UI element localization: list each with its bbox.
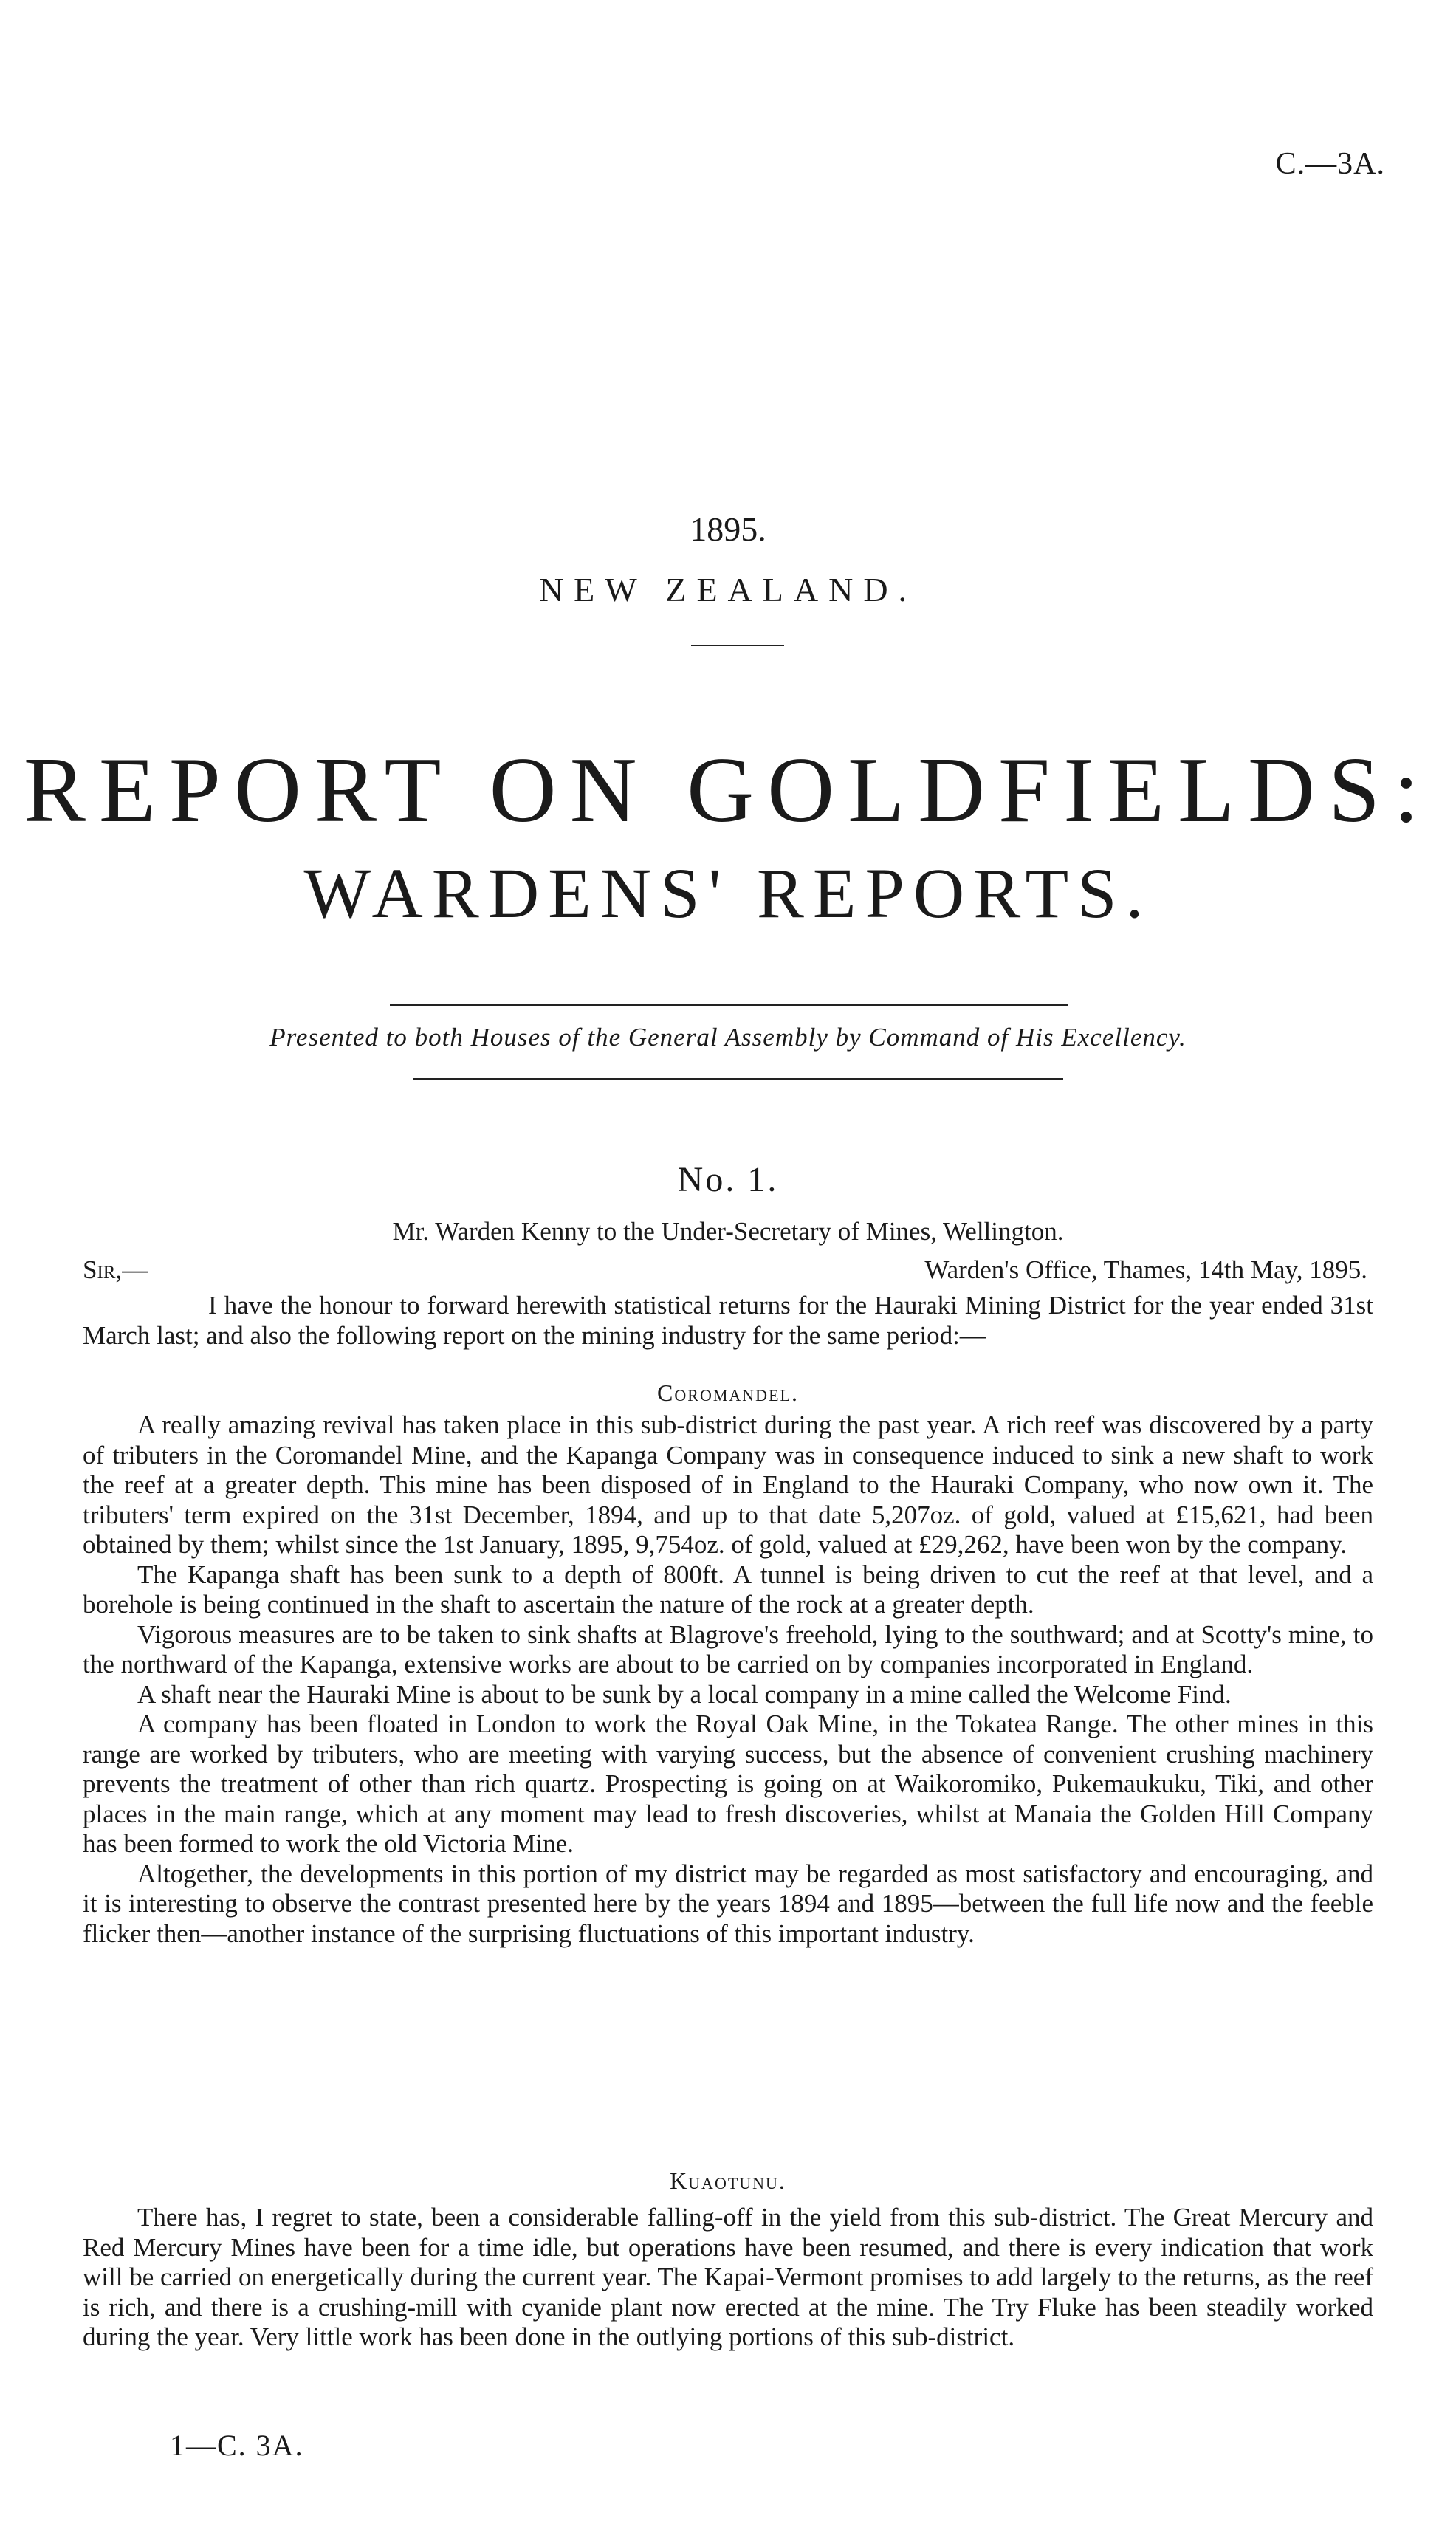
paragraph: Vigorous measures are to be taken to sink shafts at Blagrove's freehold, lying to the southward; and at Scotty's mine, to the northward of the Kapanga, extensive works are about to be carried on by companies incorporated in England. <box>83 1619 1373 1678</box>
report-year: 1895. <box>690 510 766 548</box>
paragraph: Altogether, the developments in this portion of my district may be regarded as most satisfactory and encouraging, and it is interesting to observe the contrast presented here by the years 1894 and 1895—between the full life now and the feeble flicker then—another instance of the surprising fluctuations of this important industry. <box>83 1859 1373 1948</box>
section-coromandel <box>83 1410 1373 1949</box>
section-heading-coromandel: Coromandel. <box>657 1379 799 1406</box>
office-date: Warden's Office, Thames, 14th May, 1895. <box>924 1255 1367 1284</box>
letter-number: No. 1. <box>677 1160 779 1199</box>
intro-paragraph <box>83 1291 1373 1351</box>
divider-rule-bottom <box>413 1078 1063 1080</box>
paragraph: A shaft near the Hauraki Mine is about to be sunk by a local company in a mine called the Welcome Find. <box>137 1679 1232 1709</box>
presented-line: Presented to both Houses of the General Assembly by Command of His Excellency. <box>269 1023 1187 1052</box>
intro-text: I have the honour to forward herewith statistical returns for the Hauraki Mining District for the year ended 31st March last; and also the following report on the mining industry for the same period:— <box>83 1291 1373 1350</box>
salutation: Sir,— <box>83 1255 148 1284</box>
country-heading: NEW ZEALAND. <box>538 571 918 608</box>
paragraph: A company has been floated in London to work the Royal Oak Mine, in the Tokatea Range. The other mines in this range are worked by tributers, who are meeting with varying success, but the absence of convenient crushing machinery prevents the treatment of other than rich quartz. Prospecting is going on at Waikoromiko, Pukemaukuku, Tiki, and other places in the main range, which at any moment may lead to fresh discoveries, whilst at Manaia the Golden Hill Company has been formed to work the old Victoria Mine. <box>83 1709 1373 1858</box>
section-kuaotunu <box>83 2203 1373 2353</box>
divider-rule-top <box>390 1004 1068 1006</box>
paragraph: There has, I regret to state, been a considerable falling-off in the yield from this sub-district. The Great Mercury and Red Mercury Mines have been for a time idle, but operations have been resumed, and there is every indication that work will be carried on energetically during the current year. The Kapai-Vermont promises to add largely to the returns, as the reef is rich, and there is a crushing-mill with cyanide plant now erected at the mine. The Try Fluke has been steadily worked during the year. Very little work has been done in the outlying portions of this sub-district. <box>83 2203 1373 2351</box>
report-subtitle: WARDENS' REPORTS. <box>303 854 1153 933</box>
paragraph: The Kapanga shaft has been sunk to a depth of 800ft. A tunnel is being driven to cut the reef at that level, and a borehole is being continued in the shaft to ascertain the nature of the rock at a greater depth. <box>83 1560 1373 1619</box>
page-signature: 1—C. 3A. <box>170 2429 304 2462</box>
document-reference: C.—3A. <box>1275 147 1385 181</box>
letter-addressee: Mr. Warden Kenny to the Under-Secretary of Mines, Wellington. <box>392 1217 1064 1246</box>
divider-rule <box>691 645 784 646</box>
paragraph: A really amazing revival has taken place in this sub-district during the past year. A rich reef was discovered by a party of tributers in the Coromandel Mine, and the Kapanga Company was in consequence induced to sink a new shaft to work the reef at a greater depth. This mine has been disposed of in England to the Hauraki Company, who now own it. The tributers' term expired on the 31st December, 1894, and up to that date 5,207oz. of gold, valued at £15,621, had been obtained by them; whilst since the 1st January, 1895, 9,754oz. of gold, valued at £29,262, have been won by the company. <box>83 1410 1373 1559</box>
section-heading-kuaotunu: Kuaotunu. <box>670 2167 786 2194</box>
report-title: REPORT ON GOLDFIELDS: <box>23 739 1433 842</box>
